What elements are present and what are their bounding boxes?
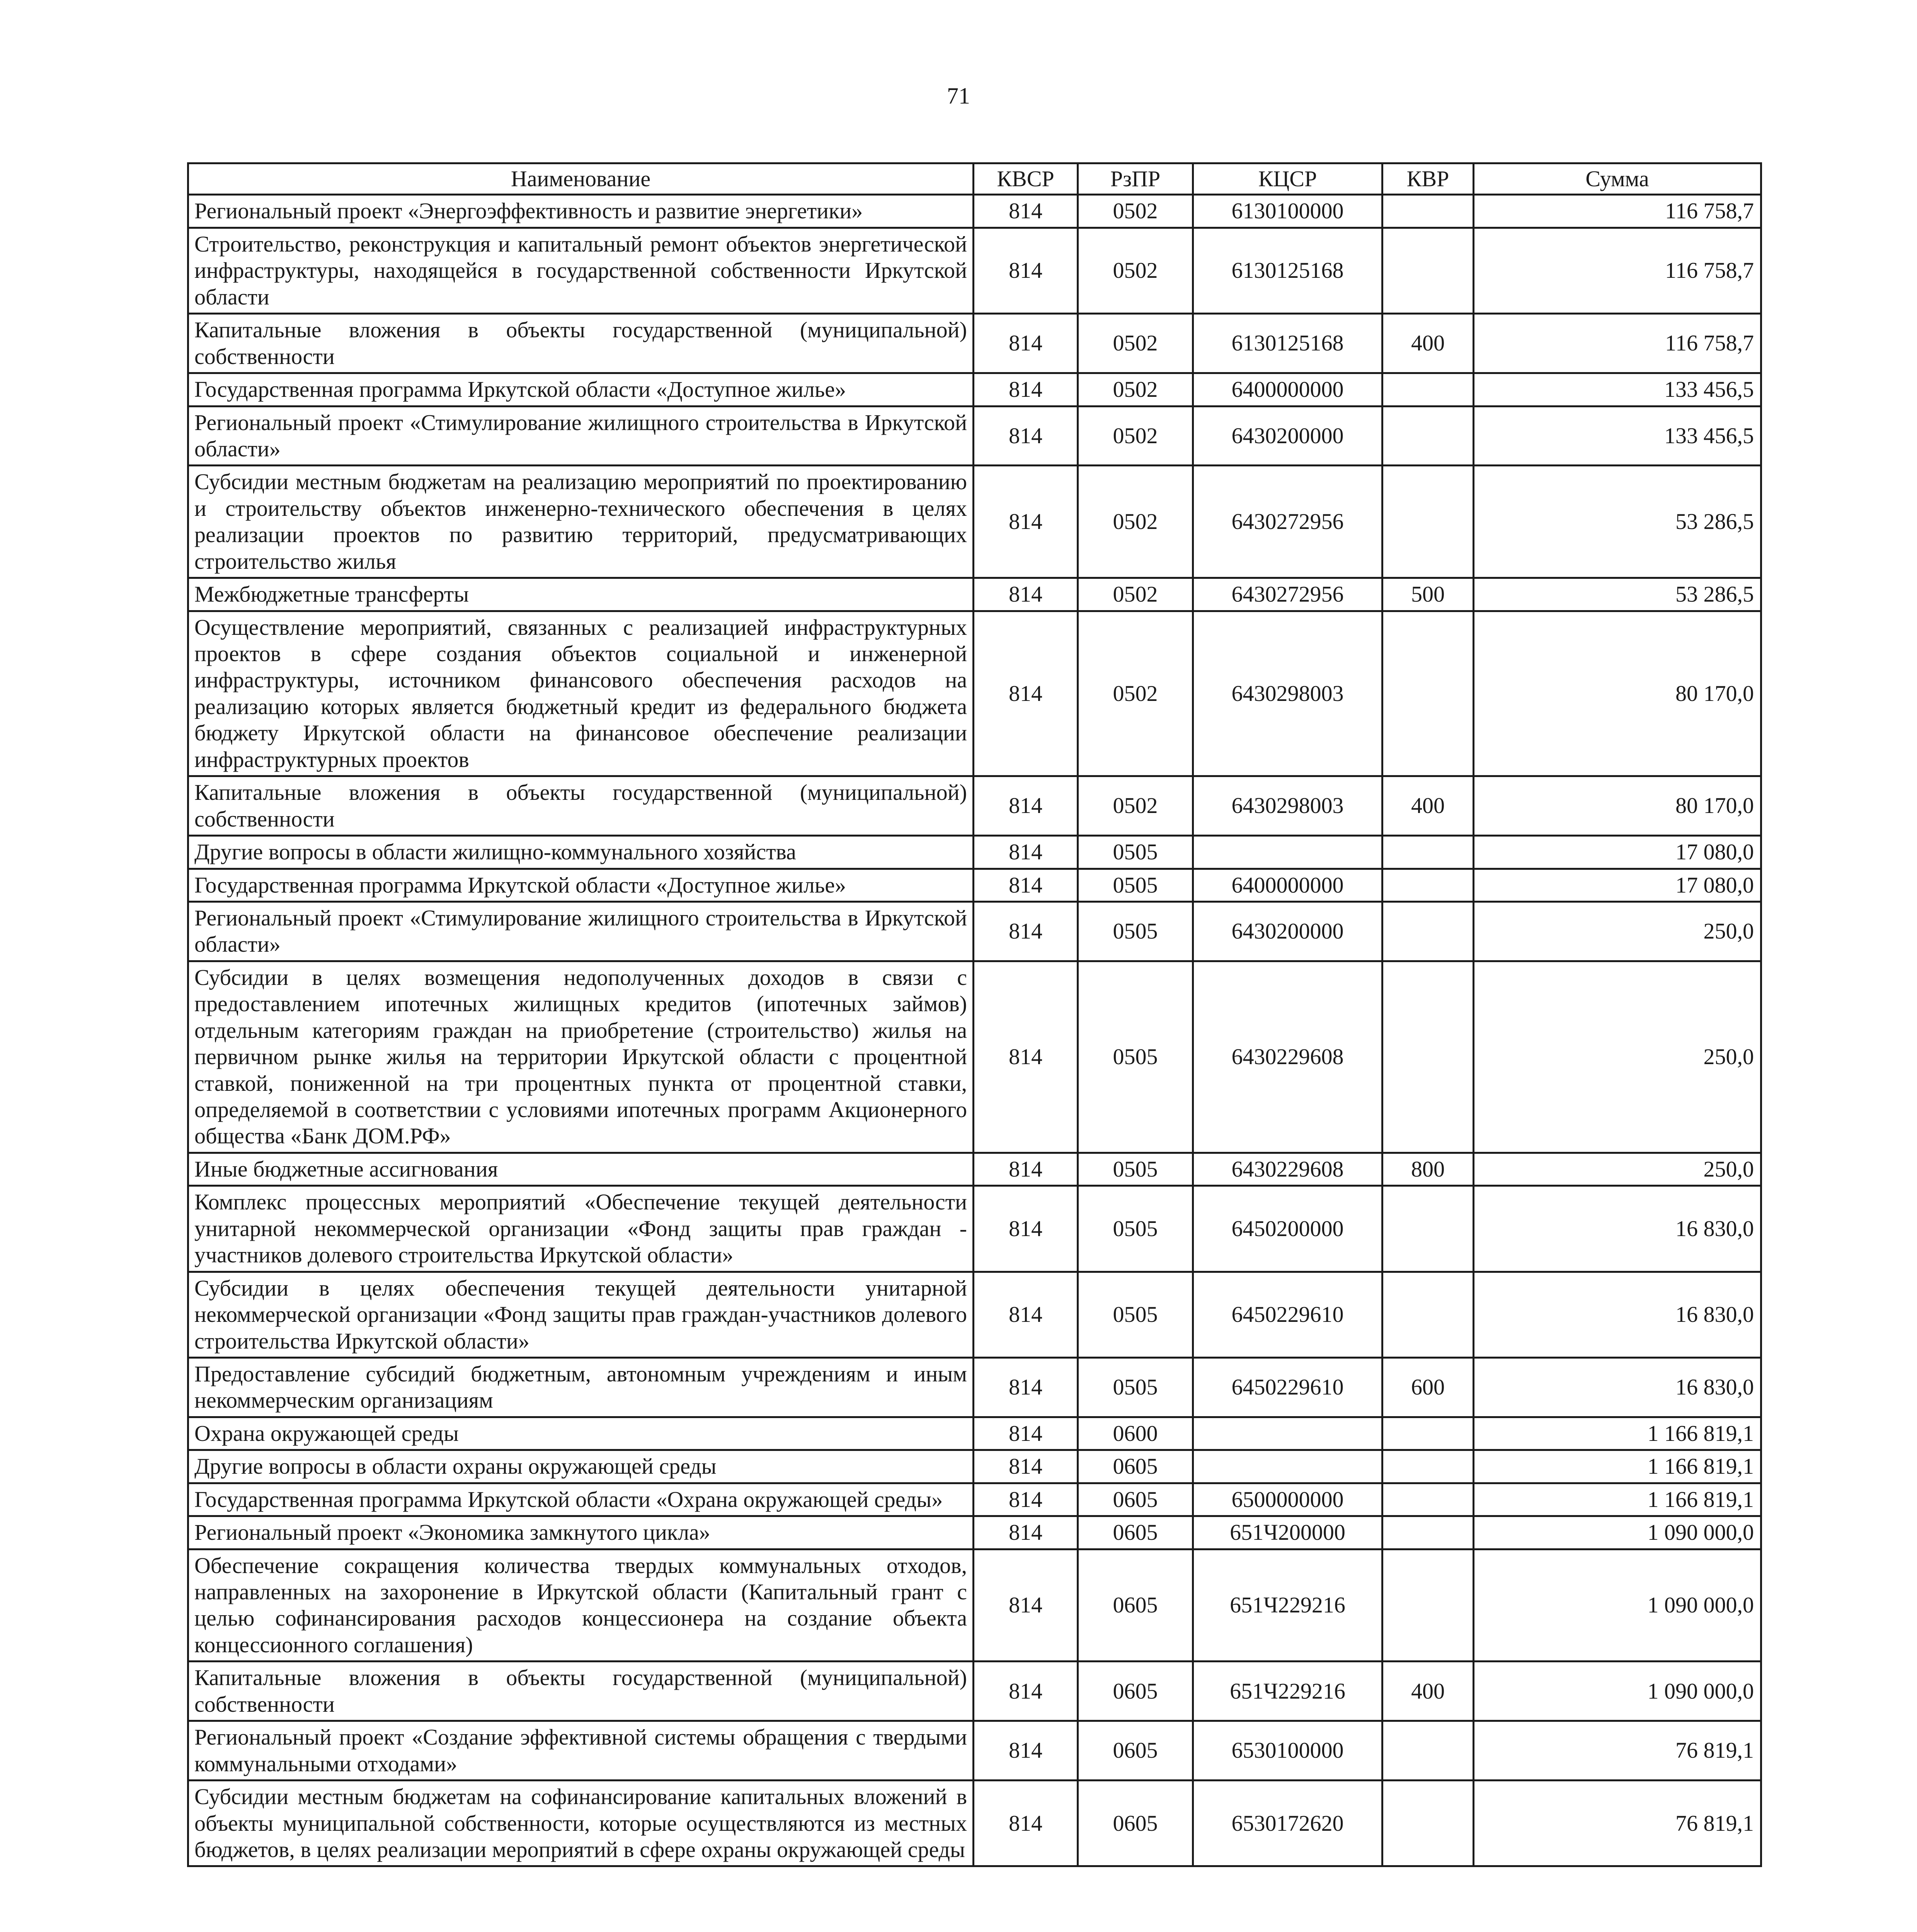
cell-kvsr: 814 <box>974 406 1078 466</box>
cell-kcsr: 6430200000 <box>1193 406 1382 466</box>
cell-kvr: 400 <box>1382 776 1474 836</box>
table-row <box>188 1721 1761 1781</box>
table-row <box>188 228 1761 313</box>
cell-sum: 250,0 <box>1474 961 1761 1153</box>
cell-name: Капитальные вложения в объекты государственной (муниципальной) собственности <box>188 1662 974 1721</box>
cell-kcsr: 6130100000 <box>1193 195 1382 228</box>
cell-kcsr: 6500000000 <box>1193 1483 1382 1516</box>
cell-kcsr: 6400000000 <box>1193 373 1382 406</box>
table-row <box>188 1357 1761 1417</box>
cell-kcsr: 6530100000 <box>1193 1721 1382 1781</box>
cell-name: Государственная программа Иркутской области «Охрана окружающей среды» <box>188 1483 974 1516</box>
header-kvr: КВР <box>1382 163 1474 195</box>
header-name: Наименование <box>188 163 974 195</box>
cell-kcsr: 6530172620 <box>1193 1781 1382 1866</box>
cell-sum: 17 080,0 <box>1474 836 1761 869</box>
cell-kvr <box>1382 1483 1474 1516</box>
cell-rzpr: 0505 <box>1078 1272 1193 1357</box>
cell-kvr <box>1382 1450 1474 1483</box>
cell-rzpr: 0502 <box>1078 195 1193 228</box>
cell-kvr <box>1382 1272 1474 1357</box>
table-row <box>188 373 1761 406</box>
cell-kvr <box>1382 228 1474 313</box>
table-row <box>188 1450 1761 1483</box>
cell-rzpr: 0605 <box>1078 1549 1193 1662</box>
cell-kvr: 800 <box>1382 1153 1474 1185</box>
cell-kvsr: 814 <box>974 578 1078 611</box>
cell-kvsr: 814 <box>974 901 1078 961</box>
table-row <box>188 406 1761 466</box>
cell-kcsr <box>1193 836 1382 869</box>
cell-kvsr: 814 <box>974 1662 1078 1721</box>
cell-sum: 1 166 819,1 <box>1474 1417 1761 1450</box>
cell-sum: 17 080,0 <box>1474 869 1761 901</box>
cell-kvr: 600 <box>1382 1357 1474 1417</box>
table-row <box>188 1516 1761 1549</box>
cell-name: Комплекс процессных мероприятий «Обеспечение текущей деятельности унитарной некоммерческой организации «Фонд защиты прав граждан - участников долевого строительства Иркутской области» <box>188 1186 974 1272</box>
table-row <box>188 1781 1761 1866</box>
cell-sum: 53 286,5 <box>1474 466 1761 578</box>
table-row <box>188 578 1761 611</box>
cell-kcsr: 651Ч229216 <box>1193 1549 1382 1662</box>
cell-name: Капитальные вложения в объекты государственной (муниципальной) собственности <box>188 314 974 373</box>
cell-kvr <box>1382 869 1474 901</box>
cell-name: Капитальные вложения в объекты государственной (муниципальной) собственности <box>188 776 974 836</box>
cell-sum: 133 456,5 <box>1474 373 1761 406</box>
cell-sum: 16 830,0 <box>1474 1272 1761 1357</box>
cell-kcsr: 6450229610 <box>1193 1357 1382 1417</box>
cell-kvr <box>1382 901 1474 961</box>
table-row <box>188 1272 1761 1357</box>
cell-kvsr: 814 <box>974 1186 1078 1272</box>
header-rzpr: РзПР <box>1078 163 1193 195</box>
cell-sum: 116 758,7 <box>1474 195 1761 228</box>
table-row <box>188 466 1761 578</box>
table-row <box>188 195 1761 228</box>
cell-name: Государственная программа Иркутской области «Доступное жилье» <box>188 869 974 901</box>
cell-rzpr: 0605 <box>1078 1781 1193 1866</box>
cell-kcsr <box>1193 1450 1382 1483</box>
cell-rzpr: 0600 <box>1078 1417 1193 1450</box>
cell-kcsr: 6450200000 <box>1193 1186 1382 1272</box>
cell-kvsr: 814 <box>974 1450 1078 1483</box>
cell-kvr <box>1382 1516 1474 1549</box>
page-number: 71 <box>947 83 970 109</box>
cell-name: Другие вопросы в области жилищно-коммунального хозяйства <box>188 836 974 869</box>
cell-kvsr: 814 <box>974 611 1078 776</box>
cell-kvr: 500 <box>1382 578 1474 611</box>
cell-sum: 250,0 <box>1474 1153 1761 1185</box>
cell-kvr: 400 <box>1382 1662 1474 1721</box>
cell-name: Региональный проект «Создание эффективной системы обращения с твердыми коммунальными отходами» <box>188 1721 974 1781</box>
cell-kvr <box>1382 1186 1474 1272</box>
cell-rzpr: 0605 <box>1078 1516 1193 1549</box>
cell-kvr <box>1382 466 1474 578</box>
cell-name: Осуществление мероприятий, связанных с реализацией инфраструктурных проектов в сфере создания объектов социальной и инженерной инфраструктуры, источником финансового обеспечения расходов на реализацию которых является бюджетный кредит из федерального бюджета бюджету Иркутской области на финансовое обеспечение реализации инфраструктурных проектов <box>188 611 974 776</box>
cell-rzpr: 0502 <box>1078 466 1193 578</box>
cell-kvsr: 814 <box>974 836 1078 869</box>
cell-name: Субсидии местным бюджетам на софинансирование капитальных вложений в объекты муниципальной собственности, которые осуществляются из местных бюджетов, в целях реализации мероприятий в сфере охраны окружающей среды <box>188 1781 974 1866</box>
cell-kcsr: 651Ч229216 <box>1193 1662 1382 1721</box>
cell-name: Региональный проект «Стимулирование жилищного строительства в Иркутской области» <box>188 901 974 961</box>
cell-kvsr: 814 <box>974 1153 1078 1185</box>
cell-rzpr: 0502 <box>1078 611 1193 776</box>
cell-kvsr: 814 <box>974 195 1078 228</box>
cell-name: Другие вопросы в области охраны окружающей среды <box>188 1450 974 1483</box>
table-row <box>188 901 1761 961</box>
cell-sum: 1 090 000,0 <box>1474 1549 1761 1662</box>
cell-name: Субсидии в целях возмещения недополученных доходов в связи с предоставлением ипотечных жилищных кредитов (ипотечных займов) отдельным категориям граждан на приобретение (строительство) жилья на первичном рынке жилья на территории Иркутской области с процентной ставкой, пониженной на три процентных пункта от процентной ставки, определяемой в соответствии с условиями ипотечных программ Акционерного общества «Банк ДОМ.РФ» <box>188 961 974 1153</box>
table-header-row <box>188 163 1761 195</box>
cell-name: Предоставление субсидий бюджетным, автономным учреждениям и иным некоммерческим организациям <box>188 1357 974 1417</box>
table-row <box>188 1417 1761 1450</box>
cell-sum: 76 819,1 <box>1474 1781 1761 1866</box>
cell-kvr <box>1382 611 1474 776</box>
cell-kcsr: 6430229608 <box>1193 961 1382 1153</box>
cell-kvsr: 814 <box>974 466 1078 578</box>
cell-sum: 1 166 819,1 <box>1474 1483 1761 1516</box>
budget-table <box>187 162 1762 1867</box>
cell-sum: 250,0 <box>1474 901 1761 961</box>
header-sum: Сумма <box>1474 163 1761 195</box>
cell-rzpr: 0505 <box>1078 836 1193 869</box>
table-row <box>188 611 1761 776</box>
cell-kvr <box>1382 1721 1474 1781</box>
cell-rzpr: 0605 <box>1078 1450 1193 1483</box>
cell-rzpr: 0502 <box>1078 314 1193 373</box>
cell-kvsr: 814 <box>974 373 1078 406</box>
cell-name: Региональный проект «Энергоэффективность и развитие энергетики» <box>188 195 974 228</box>
cell-kvsr: 814 <box>974 961 1078 1153</box>
cell-sum: 16 830,0 <box>1474 1357 1761 1417</box>
cell-sum: 16 830,0 <box>1474 1186 1761 1272</box>
cell-kvr <box>1382 836 1474 869</box>
cell-sum: 76 819,1 <box>1474 1721 1761 1781</box>
cell-rzpr: 0505 <box>1078 869 1193 901</box>
table-row <box>188 1549 1761 1662</box>
table-row <box>188 961 1761 1153</box>
table-row <box>188 1186 1761 1272</box>
cell-rzpr: 0502 <box>1078 406 1193 466</box>
cell-kvsr: 814 <box>974 1272 1078 1357</box>
cell-kcsr: 6400000000 <box>1193 869 1382 901</box>
cell-kvsr: 814 <box>974 1721 1078 1781</box>
cell-name: Государственная программа Иркутской области «Доступное жилье» <box>188 373 974 406</box>
cell-rzpr: 0605 <box>1078 1662 1193 1721</box>
cell-rzpr: 0502 <box>1078 373 1193 406</box>
cell-kcsr: 6130125168 <box>1193 314 1382 373</box>
cell-rzpr: 0505 <box>1078 1153 1193 1185</box>
cell-kvsr: 814 <box>974 314 1078 373</box>
cell-kvsr: 814 <box>974 1417 1078 1450</box>
cell-name: Обеспечение сокращения количества твердых коммунальных отходов, направленных на захоронение в Иркутской области (Капитальный грант с целью софинансирования расходов концессионера на создание объекта концессионного соглашения) <box>188 1549 974 1662</box>
cell-sum: 80 170,0 <box>1474 776 1761 836</box>
table-row <box>188 1153 1761 1185</box>
cell-kvr <box>1382 961 1474 1153</box>
cell-kvr <box>1382 1549 1474 1662</box>
table-row <box>188 869 1761 901</box>
cell-kvr <box>1382 195 1474 228</box>
cell-name: Иные бюджетные ассигнования <box>188 1153 974 1185</box>
cell-kcsr: 6430229608 <box>1193 1153 1382 1185</box>
cell-rzpr: 0502 <box>1078 776 1193 836</box>
cell-name: Субсидии в целях обеспечения текущей деятельности унитарной некоммерческой организации «Фонд защиты прав граждан-участников долевого строительства Иркутской области» <box>188 1272 974 1357</box>
cell-kvsr: 814 <box>974 1357 1078 1417</box>
cell-name: Охрана окружающей среды <box>188 1417 974 1450</box>
cell-kvr <box>1382 1781 1474 1866</box>
cell-name: Строительство, реконструкция и капитальный ремонт объектов энергетической инфраструктуры, находящейся в государственной собственности Иркутской области <box>188 228 974 313</box>
cell-kvr <box>1382 373 1474 406</box>
cell-name: Межбюджетные трансферты <box>188 578 974 611</box>
table-row <box>188 1662 1761 1721</box>
cell-sum: 116 758,7 <box>1474 228 1761 313</box>
cell-sum: 133 456,5 <box>1474 406 1761 466</box>
cell-kvsr: 814 <box>974 1483 1078 1516</box>
header-kcsr: КЦСР <box>1193 163 1382 195</box>
cell-kcsr: 6130125168 <box>1193 228 1382 313</box>
cell-sum: 80 170,0 <box>1474 611 1761 776</box>
cell-kvr <box>1382 406 1474 466</box>
cell-rzpr: 0505 <box>1078 1186 1193 1272</box>
cell-sum: 1 090 000,0 <box>1474 1516 1761 1549</box>
cell-kcsr: 6430272956 <box>1193 578 1382 611</box>
cell-rzpr: 0505 <box>1078 961 1193 1153</box>
cell-kvsr: 814 <box>974 228 1078 313</box>
cell-kcsr <box>1193 1417 1382 1450</box>
cell-rzpr: 0605 <box>1078 1721 1193 1781</box>
cell-kvsr: 814 <box>974 1516 1078 1549</box>
cell-sum: 53 286,5 <box>1474 578 1761 611</box>
cell-kvr <box>1382 1417 1474 1450</box>
cell-kvsr: 814 <box>974 776 1078 836</box>
cell-kcsr: 6450229610 <box>1193 1272 1382 1357</box>
table-row <box>188 776 1761 836</box>
table-row <box>188 836 1761 869</box>
table-row <box>188 1483 1761 1516</box>
cell-sum: 1 166 819,1 <box>1474 1450 1761 1483</box>
header-kvsr: КВСР <box>974 163 1078 195</box>
cell-kcsr: 6430298003 <box>1193 776 1382 836</box>
cell-kvsr: 814 <box>974 1549 1078 1662</box>
cell-kvsr: 814 <box>974 869 1078 901</box>
cell-kcsr: 6430272956 <box>1193 466 1382 578</box>
cell-kvsr: 814 <box>974 1781 1078 1866</box>
cell-name: Региональный проект «Экономика замкнутого цикла» <box>188 1516 974 1549</box>
cell-name: Субсидии местным бюджетам на реализацию мероприятий по проектированию и строительству объектов инженерно-технического обеспечения в целях реализации проектов по развитию территорий, предусматривающих строительство жилья <box>188 466 974 578</box>
cell-kcsr: 651Ч200000 <box>1193 1516 1382 1549</box>
cell-kvr: 400 <box>1382 314 1474 373</box>
cell-rzpr: 0505 <box>1078 901 1193 961</box>
cell-rzpr: 0505 <box>1078 1357 1193 1417</box>
cell-name: Региональный проект «Стимулирование жилищного строительства в Иркутской области» <box>188 406 974 466</box>
cell-rzpr: 0605 <box>1078 1483 1193 1516</box>
table-row <box>188 314 1761 373</box>
cell-sum: 116 758,7 <box>1474 314 1761 373</box>
cell-rzpr: 0502 <box>1078 228 1193 313</box>
cell-sum: 1 090 000,0 <box>1474 1662 1761 1721</box>
cell-kcsr: 6430298003 <box>1193 611 1382 776</box>
cell-rzpr: 0502 <box>1078 578 1193 611</box>
cell-kcsr: 6430200000 <box>1193 901 1382 961</box>
table-body <box>188 195 1761 1866</box>
